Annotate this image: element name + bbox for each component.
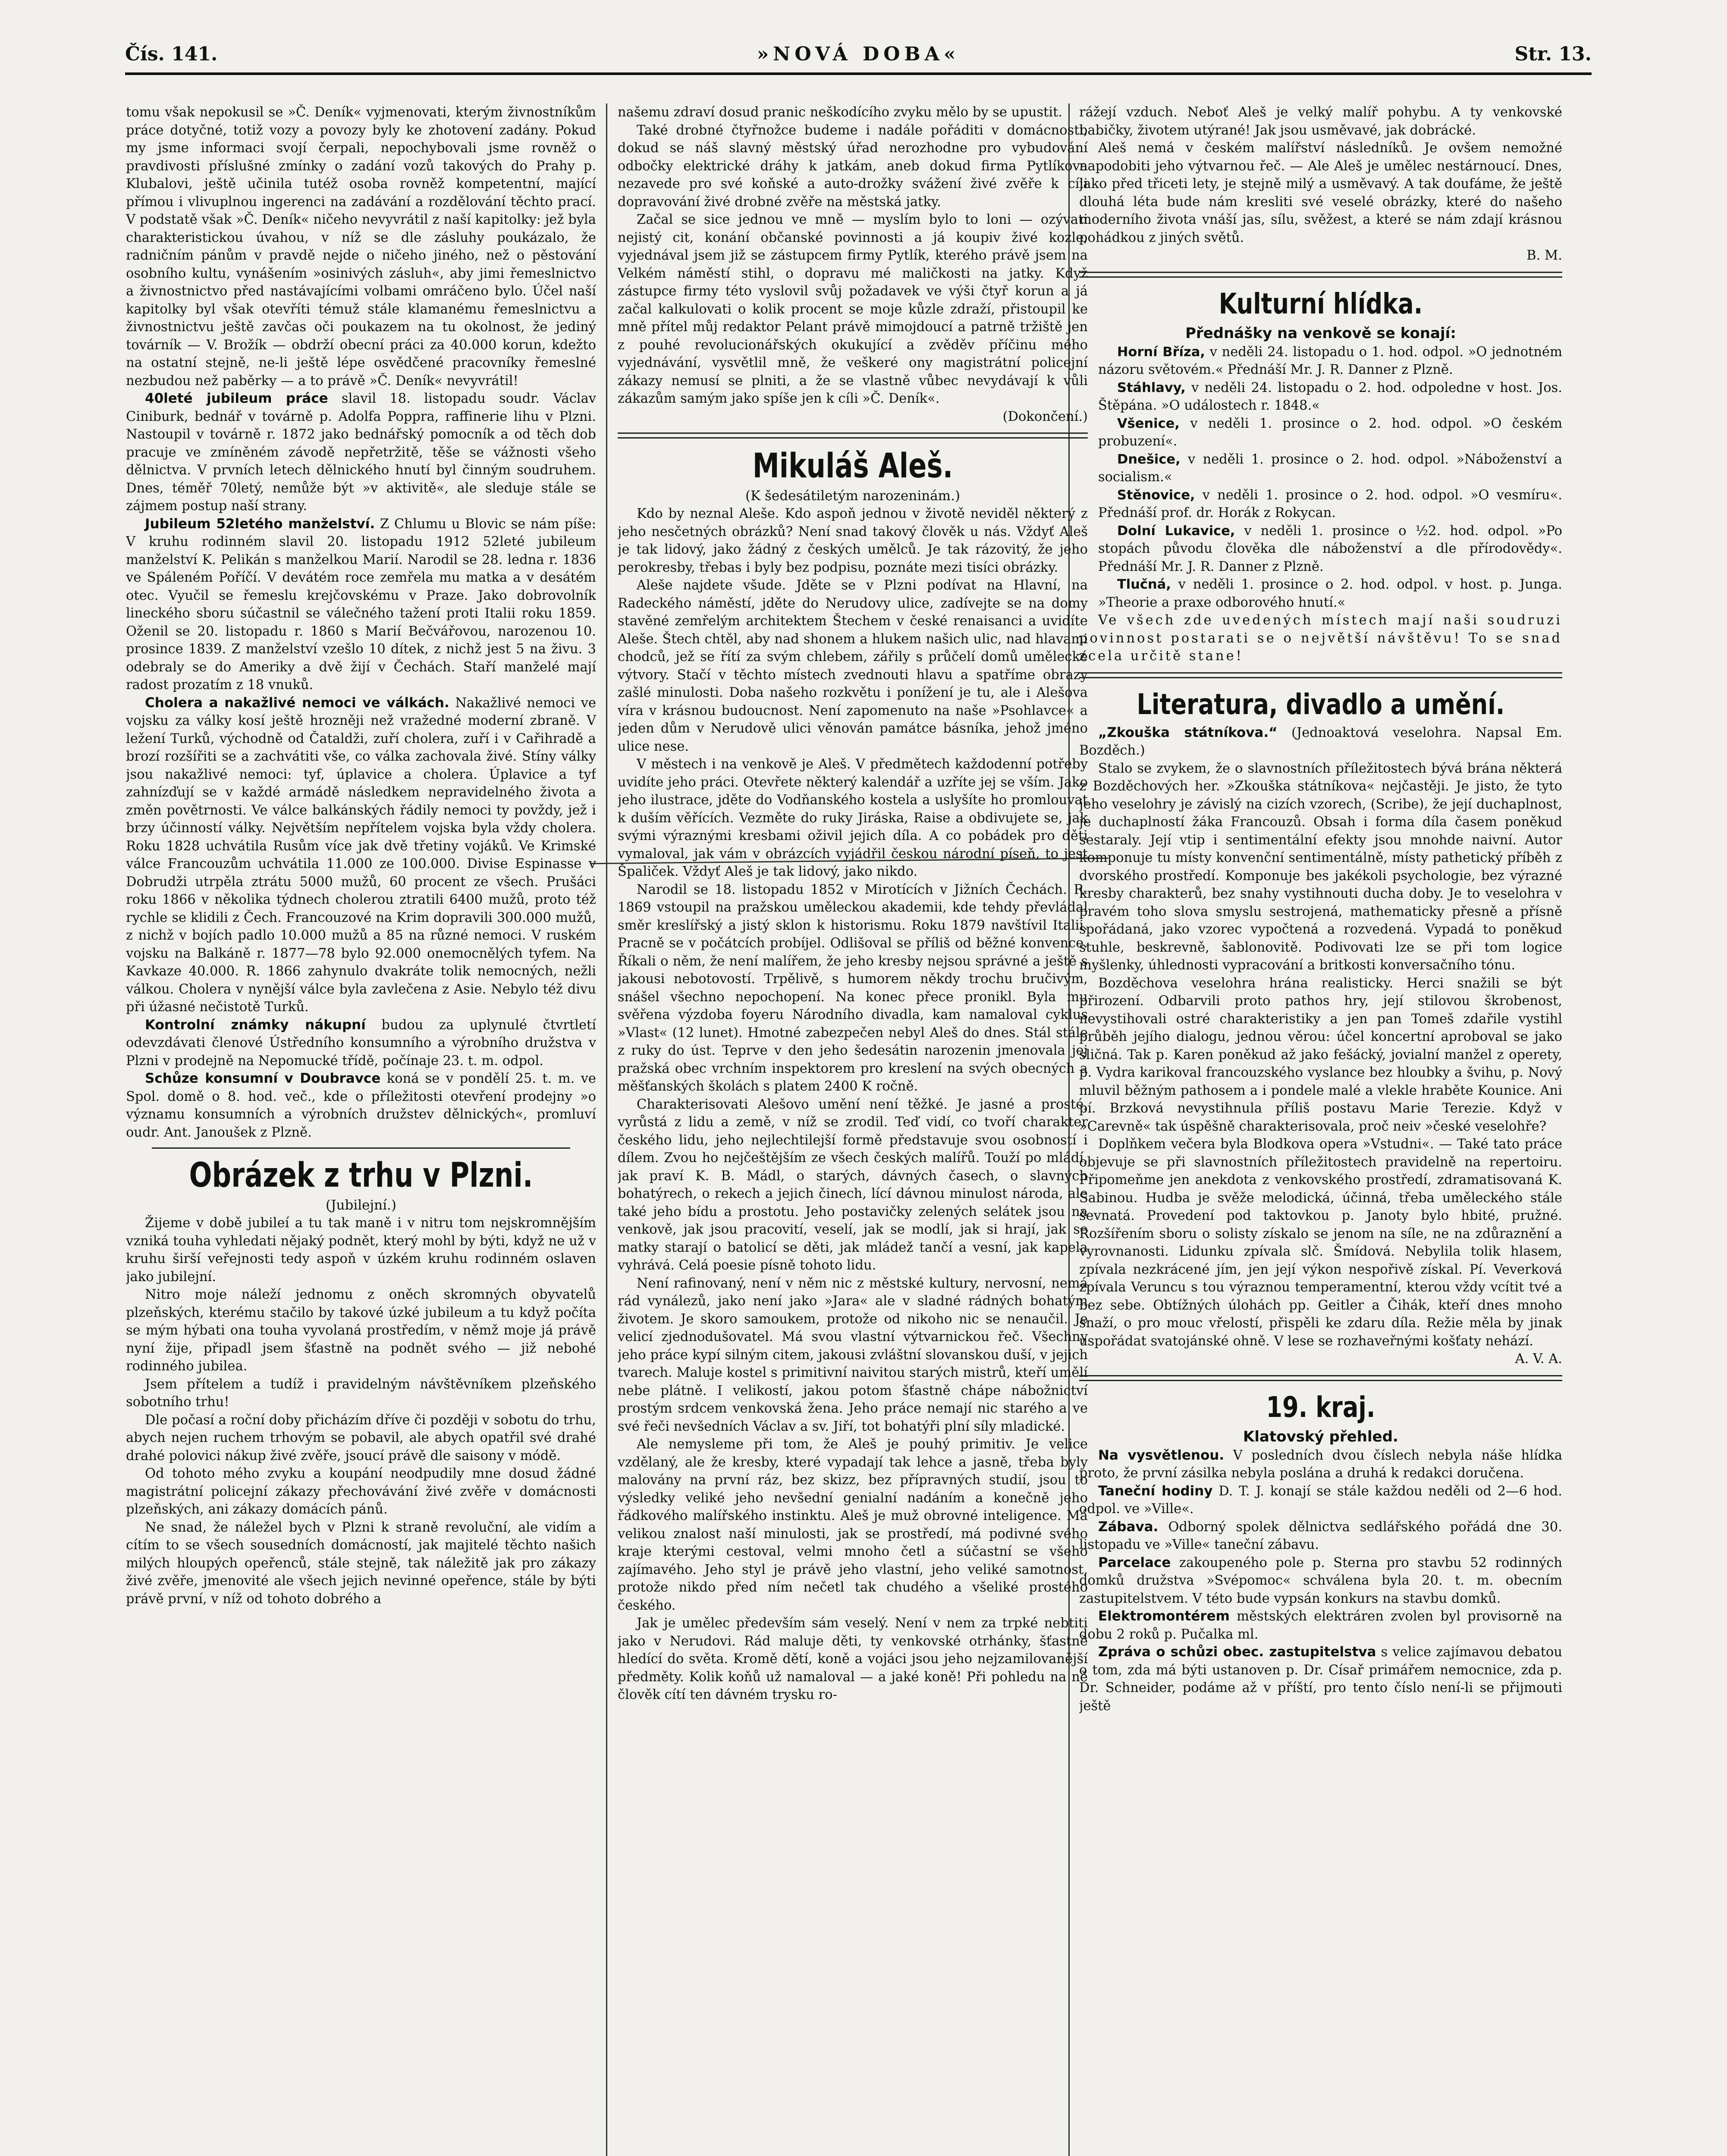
lecture-place: Stěnovice, (1117, 487, 1195, 503)
news-item (1079, 1608, 1562, 1643)
lecture-text: v neděli 1. prosince o 2. hod. odpol. »O vesmíru«. Přednáší prof. dr. Horák z Rokycan. (1098, 487, 1562, 520)
item-lead: Zpráva o schůzi obec. zastupitelstva (1098, 1644, 1376, 1660)
paragraph: Začal se sice jednou ve mně — myslím bylo to loni — ozývati nejistý cit, konání občanské povinnosti a já koupiv živé kozle, vyjednával jsem již se zástupcem firmy Pytlík, kterého právě jsem na Velkém náměstí stihl, o dopravu mé maličkosti na jatky. Když zástupce firmy této vyslovil svůj požadavek ve výši čtyř korun a já začal kalkulovati o kolik procent se moje kůzle zdraží, přistoupil ke mně přítel můj redaktor Pelant právě mimojdoucí a patrně tržiště jen z pouhé revolucionářských okukující a zvěděv příčinu mého vyjednávání, vysvětlil mně, že veškeré ony magistrátní policejní zákazy nemusí se plniti, a že se vlastně vůbec nevydávají k vůli zákazům samým jako spíše jen k cíli »Č. Deník«. (618, 212, 1088, 406)
lecture-place: Dnešice, (1117, 451, 1181, 467)
item-text: koná se v pondělí 25. t. m. ve Spol. domě o 8. hod. več., kde o příležitosti otevření prodejny »o významu konsumních a výrobních družstev dělnických«, promluví oudr. Ant. Janoušek z Plzně. (126, 1071, 596, 1140)
item-text: Nakažlivé nemoci ve vojsku za války kosí ještě hrozněji než vražedné moderní zbraně. V ležení Turků, východně od Čataldži, zuří cholera, zuří i v Cařihradě a brozí rozšířiti se a zachvátiti vše, co válka zachovala živé. Stíny války jsou nakažlivé nemoci: tyf, úplavice a cholera. Úplavice a tyf zahnízďují se v každé armádě následkem nepravidelného života a změn povětrnosti. Ve válce balkánských řádily nemoci ty povždy, jež i brzy účinností války. Největším nepřítelem vojska byla vždy cholera. Roku 1828 uchvátila Rusům více jak dvě třetiny vojáků. Ve Krimské válce Francouzům uchvátila 11.000 ze 100.000. Divise Espinasse v Dobrudži utrpěla ztrátu 5000 mužů, 60 procent ze všech. Prušáci roku 1866 v několika týdnech cholerou ztratili 6400 mužů, proto též rychle se klidili z Čech. Francouzové na Krim dopravili 300.000 mužů, z nichž v bojích padlo 10.000 mužů a 85 na různé nemoci. V ruském vojsku na Balkáně r. 1877—78 bylo 92.000 onemocnělých tyfem. Na Kavkaze 40.000. R. 1866 zahynulo dvakráte tolik nemocných, nežli válkou. Cholera v nynější válce byla zavlečena z Asie. Nebylo též divu při úžasné nečistotě Turků. (126, 695, 596, 1015)
author-signature: B. M. (1526, 248, 1562, 263)
item-text: zakoupeného pole p. Sterna pro stavbu 52 rodinných domků družstva »Svépomoc« schválena byla 20. t. m. obecním zastupitelstvem. V této bude vypsán konkurs na stavbu domků. (1079, 1555, 1562, 1606)
separator (1079, 272, 1562, 278)
lecture-list (1079, 343, 1562, 612)
lecture-place: Tlučná, (1117, 577, 1171, 592)
paragraph: Nitro moje náleží jednomu z oněch skromných obyvatelů plzeňských, kterému stačilo by takové úzké jubileum a tu když počíta se mým hýbati ona touha vyvolaná prostředím, v němž moje já právě nyní žije, připadl jsem šťastně na podnět svého — již nebohé rodinného jubilea. (126, 1287, 596, 1374)
column-3 (1079, 103, 1562, 2156)
paragraph: Bozděchova veselohra hrána realisticky. Herci snažili se být přirození. Odbarvili proto pathos hry, její stilovou škrobenost, nevystihovali ostré charakteristiky a jen pan Tomeš zdařile vystihl průběh jejího dialogu, jednou věrou: účel koncertní aproboval se jako sličná. Tak p. Karen poněkud až jako fešácký, jovialní manžel z operety, p. Vydra karikoval francouzského vyslance bez hloubky a švihu, p. Nový mluvil běžným pathosem a i pondele malé a vlekle hraběte Kounice. Ani pí. Brzková nevystihnula příliš postavu Marie Terezie. Když v »Carevně« tak úspěšně charakterisovala, proč neiv »české veselohře? (1079, 975, 1562, 1134)
header-rule (125, 72, 1592, 75)
paragraph: Doplňkem večera byla Blodkova opera »Vstudni«. — Také tato práce objevuje se při slavnostních příležitostech pravidelně na repertoiru. Připomeňme jen anekdota z venkovského prostředí, zdramatisovaná K. Sabinou. Hudba je svěže melodická, účinná, třeba uměleckého stále ševnatá. Provedení pod taktovkou p. Janoty bylo hbité, pružné. Rozšířením sboru o solisty získalo se jenom na síle, ne na zdůraznění a vyrovnanosti. Lidunku zpívala slč. Šmídová. Nebylila tolik hlasem, zpívala nezkrácené jím, jen její výkon nespořivě získal. Pí. Veverková zpívala Veruncu s tou výraznou temperamentní, kterou vždy vcítit tvé a bez sebe. Obtížných úlohách pp. Geitler a Čihák, kteří dnes mnoho snaží, o pro mouc vřelostí, přispěli ke zdaru díla. Režie měla by jinak uspořádat svatojánské ohně. V lese se rozhaveřnými košťaty nehází. (1079, 1137, 1562, 1349)
separator (152, 1147, 570, 1149)
item-lead: Cholera a nakažlivé nemoci ve válkách. (145, 695, 449, 711)
lecture-item (1079, 343, 1562, 379)
lecture-text: v neděli 1. prosince o ½2. hod. odpol. »Po stopách původu člověka dle náboženství a dle přírodovědy«. Přednáší Mr. J. R. Danner z Plzně. (1098, 523, 1562, 574)
paragraph: Ale nemysleme při tom, že Aleš je pouhý primitiv. Je velice vzdělaný, ale že kresby, které vypadají tak lehce a jasně, třeba byly malovány na první ráz, bez skizz, bez přípravných studií, jsou to výsledky veliké jeho nevšední genialní nadáním a konečně jeho řádkového malířského instinktu. Aleš je muž obrovné inteligence. Má velikou znalost naší minulosti, jak se prostředí, má podivné svého kraje kterými cestoval, velmi mnoho četl a súčastní se všeho zajímavého. Jeho styl je právě jeho vlastní, jeho veliké samotnost, protože nikdo před ním nečetl tak chudého a všeliké prostého českého. (618, 1437, 1088, 1613)
paragraph: tomu však nepokusil se »Č. Deník« vyjmenovati, kterým živnostníkům práce dotyčné, totiž vozy a povozy byly ke zhotovení zadány. Pokud my jsme informaci svojí čerpali, nepochybovali jsme rovněž o pravdivosti příslušné zmínky o zadání vozů takových do Prahy p. Klubalovi, ještě učinila tutéž osoba rovněž kompetentní, mající přímou i vlivuplnou ingerenci na zadávání a rozdělování těchto prací. V podstatě však »Č. Deník« ničeho nevyvrátil z naší kapitolky: jež byla charakteristickou úvahou, v níž se dle zásluhy poukázalo, že radničním pánům v pravdě nejde o ničeho jiného, než o pěstování osobního kultu, vynášením »osinivých zásluh«, aby jimi řemeslnictvo a živnostnictvo před nastávajícími volbami omráčeno bylo. Účel naší kapitolky byl však otevříti témuž stále klamanému řemeslnictvu a živnostnictvu ještě zavčas oči poukazem na tu okolnost, že jediný továrník — V. Brožík — obdrží obecní práci za 40.000 korun, kdežto na ostatní stejně, ne-li ještě lépe osvědčené pracovníky řemeslné nezbudou než paběrky — a to právě »Č. Deník« nevyvrátil! (126, 105, 596, 389)
paragraph: Aleše najdete všude. Jděte se v Plzni podívat na Hlavní, na Radeckého náměstí, jděte do Nerudovy ulice, zadívejte se na domy stavěné zemřelým architektem Štechem v české renaisanci a uvidíte Aleše. Štech chtěl, aby nad shonem a hlukem našich ulic, nad hlavami chodců, jež se řítí za svým chlebem, zářily s průčelí domů umělecké výtvory. Stačí v těchto místech zvednouti hlavu a spatříme obrazy zašlé minulosti. Doba našeho rozkvětu i ponížení je tu, ale i Alešova víra v krásnou budoucnost. Není zapomenuto na naše »Psohlavce« a jeden dům v Nerudově ulici věnován památce básníka, jehož jméno ulice nese. (618, 578, 1088, 754)
item-lead: Jubileum 52letého manželství. (145, 516, 375, 532)
paragraph: našemu zdraví dosud pranic neškodícího zvyku mělo by se upustit. (618, 105, 1063, 120)
lecture-text: v neděli 24. listopadu o 2. hod. odpoledne v host. Jos. Štěpána. »O událostech r. 1848.« (1098, 380, 1562, 413)
item-lead: Taneční hodiny (1098, 1483, 1213, 1499)
continuation-note: (Dokončení.) (1002, 409, 1088, 424)
item-text: D. T. J. konají se stále každou neděli od 2—6 hod. odpol. ve »Ville«. (1079, 1483, 1562, 1517)
lecture-item (1079, 415, 1562, 451)
paragraph: Ve všech zde uvedených místech mají naši soudruzi povinnost postarati se o největší návštěvu! To se snad zcela určitě stane! (1079, 613, 1562, 664)
masthead (125, 43, 1592, 73)
lecture-place: Všenice, (1117, 416, 1180, 431)
separator (618, 432, 1088, 439)
column-1 (126, 103, 596, 2156)
news-item (1079, 1554, 1562, 1608)
issue-number: Čís. 141. (125, 43, 218, 65)
paragraph: Od tohoto mého zvyku a koupání neodpudily mne dosud žádné magistrátní policejní zákazy přechovávání živé zvěře v domácnosti plzeňských, ani zákazy domácích pánů. (126, 1466, 596, 1517)
lecture-item (1079, 486, 1562, 522)
item-text: s velice zajímavou debatou o tom, zda má býti ustanoven p. Dr. Císař primářem nemocnice, zda p. Dr. Schneider, podáme až v příští, pro tento číslo není-li se přijmouti ještě (1079, 1645, 1562, 1714)
item-lead: „Zkouška státníkova.“ (1098, 724, 1278, 740)
item-lead: Kontrolní známky nákupní (145, 1017, 366, 1033)
article-subtitle: (Jubilejní.) (326, 1197, 396, 1213)
paragraph: Dle počasí a roční doby přicházím dříve či později v sobotu do trhu, abych nejen ruchem trhovým se pobavil, ale abych opatřil své drahé drahé polovici nákup živé zvěře, jsoucí právě dle saisony v módě. (126, 1412, 596, 1463)
item-text: V posledních dvou číslech nebyla náše hlídka proto, že první zásilka nebyla poslána a druhá k redakci doručena. (1079, 1448, 1562, 1481)
separator (1079, 672, 1562, 678)
item-text: městských elektráren zvolen byl provisorně na dobu 2 roků p. Pučalka ml. (1079, 1609, 1562, 1642)
news-item (126, 1016, 596, 1070)
separator (1079, 1375, 1562, 1381)
paragraph: Žijeme v době jubileí a tu tak maně i v nitru tom nejskromnějším vzniká touha vyhledati nějaký podnět, který mohl by býti, když ne už v kruhu širší veřejnosti tedy aspoň v úzkém kruhu rodinném oslaven jako jubilejní. (126, 1216, 596, 1285)
author-signature: A. V. A. (1515, 1351, 1562, 1366)
article-subtitle: (K šedesátiletým narozeninám.) (745, 488, 961, 504)
item-lead: Na vysvětlenou. (1098, 1447, 1225, 1463)
article-title: Obrázek z trhu v Plzni. (189, 1156, 533, 1195)
news-item (126, 1070, 596, 1141)
item-text: slavil 18. listopadu soudr. Václav Ciniburk, bednář v továrně p. Adolfa Poppra, raffinerie lihu v Plzni. Nastoupil v továrně r. 1872 jako bednářský pomocník a od těch dob pracuje ve zmíněném závodě nepřetržitě, těše se vážnosti všeho dělnictva. V prvních letech dělnického hnutí byl činným soudruhem. Dnes, téměř 70letý, nemůže být »v aktivitě«, ale sleduje stále se zájmem postup naší strany. (126, 391, 596, 514)
paragraph: Není rafinovaný, není v něm nic z městské kultury, nervosní, nemá rád vynálezů, jako není jako »Jara« ale v sladné rádných bohatým životem. Je skoro samoukem, protože od nikoho nic se nenaučil. Je velicí zjednodušovatel. Má svou vlastní výtvarnickou řeč. Všechny jeho práce kypí silným citem, jakousi zvláštní slovanskou duší, v jejich tvarech. Maluje kostel s primitivní naivitou starých mistrů, kteří umělí nebe plátně. I velikostí, jakou potom šťastně chápe nábožnictví prostým srdcem venkovská žena. Jeho práce nemají nic starého a ve své řeči nevšedních Václav a sv. Jiří, tot bohatýři plní síly mladické. (618, 1275, 1088, 1434)
paragraph: Také drobné čtyřnožce budeme i nadále pořáditi v domácnosti, dokud se náš slavný městský úřad nerozhodne pro vybudování odbočky elektrické dráhy k jatkám, aneb dokud firma Pytlíkova nezavede pro své koňské a auto-drožky svážení živé zvěře k cíli dopravování živé drobné zvěře na městská jatky. (618, 122, 1088, 210)
item-text: (Jednoaktová veselohra. Napsal Em. Bozděch.) (1079, 725, 1562, 758)
news-item (126, 515, 596, 694)
item-lead: Zábava. (1098, 1519, 1159, 1535)
lecture-place: Stáhlavy, (1117, 380, 1186, 395)
paragraph: Kdo by neznal Aleše. Kdo aspoň jednou v životě neviděl některý z jeho nesčetných obrázků? Není snad takový člověk u nás. Vždyť Aleš je tak lidový, jako žádný z českých umělců. Je tak rázovitý, že jeho perokresby, třebas i byly bez podpisu, poznáte mezi tisíci obrázky. (618, 506, 1088, 575)
page-number: Str. 13. (1514, 43, 1592, 65)
item-lead: Parcelace (1098, 1554, 1171, 1570)
lecture-text: v neděli 24. listopadu o 1. hod. odpol. »O jednotném názoru světovém.« Přednáší Mr. J. R. Danner z Plzně. (1098, 344, 1562, 377)
paragraph: Charakterisovati Alešovo umění není těžké. Je jasné a prosté, vyrůstá z lidu a země, v níž se zrodil. Teď vidí, co tvoří charakter českého lidu, jeho nejlechtilejší formě představuje svou osobností i dílem. Zvou ho nejčeštějším ze všech českých malířů. Touží po mládí, jak praví K. B. Mádl, o starých, dávných časech, o slavných bohatýrech, o rekech a jejich činech, lící dávnou minulost národa, ale také jeho bídu a prostotu. Jeho postavičky zelených selátek jsou na venkově, jak jsou pracovití, veselí, jak se modlí, jak si hrají, jak se matky starají o batolicí se děti, jak mládež tančí a vesní, jak kapela vyhrává. Celá poesie písně tohoto lidu. (618, 1097, 1088, 1273)
paragraph: Aleš nemá v českém malířství následníků. Je ovšem nemožné napodobiti jeho výtvarnou řeč. — Ale Aleš je umělec nestárnoucí. Dnes, jako před třiceti lety, je stejně milý a usměvavý. A tak doufáme, že ještě dlouhá léta bude nám kresliti své veselé obrázky, které do našeho moderního života vnáší jas, sílu, svěžest, a které se nám zdají krásnou pohádkou z jiných světů. (1079, 141, 1562, 245)
news-item (126, 694, 596, 1016)
paragraph: Jak je umělec především sám veselý. Není v nem za trpké nebtiti jako v Nerudovi. Rád maluje děti, ty venkovské otrhánky, šťastně hledící do světa. Kromě dětí, koně a vojáci jsou jeho nejzamilovanější předměty. Kolik koňů už namaloval — a jaké koně! Při pohledu na ně člověk cítí ten dávném trysku ro- (618, 1616, 1088, 1702)
newspaper-title: »NOVÁ DOBA« (757, 43, 960, 65)
column-2 (618, 103, 1088, 2156)
item-lead: Schůze konsumní v Doubravce (145, 1071, 381, 1086)
article-title: Mikuláš Aleš. (752, 447, 953, 486)
section-subtitle: Přednášky na venkově se konají: (1185, 324, 1456, 342)
section-title: Literatura, divadlo a umění. (1137, 687, 1505, 721)
section-subtitle: Klatovský přehled. (1243, 1428, 1398, 1445)
section-title: Kulturní hlídka. (1218, 287, 1423, 320)
news-item (1079, 1518, 1562, 1554)
news-item (1079, 1643, 1562, 1715)
lecture-text: v neděli 1. prosince o 2. hod. odpol. v host. p. Junga. »Theorie a praxe odborového hnutí.« (1098, 577, 1562, 610)
item-lead: Elektromontérem (1098, 1608, 1230, 1624)
item-text: budou za uplynulé čtvrtletí odevzdávati členové Ústředního konsumního a výrobního družstva v Plzni v prodejně na Nepomucké třídě, počínaje 23. t. m. odpol. (126, 1017, 596, 1069)
column-rule (606, 103, 607, 2156)
item-text: Odborný spolek dělnictva sedlářského pořádá dne 30. listopadu ve »Ville« taneční zábavu. (1079, 1519, 1562, 1552)
news-item (1079, 1482, 1562, 1518)
paragraph: Narodil se 18. listopadu 1852 v Mirotících v Jižních Čechách. R. 1869 vstoupil na pražskou uměleckou akademii, kde tehdy převládal směr kreslířský a jistý sklon k historismu. Roku 1879 navštívil Italii. Pracně se v počátcích probíjel. Odlišoval se příliš od běžné konvence. Říkali o něm, že není malířem, že jeho kresby nejsou správné a ještě s jakousi nebotovostí. Trpělivě, s humorem někdy trochu bručivým, snášel všechno nepochopení. Na konec přece pronikl. Byla mu svěřena výzdoba foyeru Národního divadla, kam namaloval cyklus »Vlast« (12 lunet). Hmotné zabezpečen nebyl Aleš do dnes. Stál stále z ruky do úst. Teprve v den jeho šedesátin narozenin jmenovala jej pražská obec vrchním inspektorem pro kreslení na svých obecných a měšťanských školách s platem 2400 K ročně. (618, 882, 1088, 1094)
news-item (126, 390, 596, 515)
paragraph: V městech i na venkově je Aleš. V předmětech každodenní potřeby uvidíte jeho práci. Otevřete některý kalendář a uzříte jej se vším. Jako jeho ilustrace, jděte do Vodňanského kostela a uslyšíte ho promlouvat k duším věřících. Vezměte do ruky Jiráska, Raise a obdivujete se, jak svými výraznými kresbami oživil jejich díla. A co pobádek pro děti vymaloval, jak vám v obrázcích vyjádřil českou národní píseň, to jest Špaliček. Vždyť Aleš je tak lidový, jako nikdo. (618, 757, 1088, 879)
paragraph: Jsem přítelem a tudíž i pravidelným návštěvníkem plzeňského sobotního trhu! (126, 1376, 596, 1410)
lecture-item (1079, 451, 1562, 486)
paragraph: Ne snad, že náležel bych v Plzni k straně revoluční, ale vidím a cítím to se všech sousedních domácností, jak majitelé těchto našich milých hloupých opeřenců, stále stejně, tak náležitě jak pro zákazy živé zvěře, jmenovité ale všech jejich nevinné opeřence, stále by býti právě první, v níž od tohoto dobrého a (126, 1520, 596, 1607)
lecture-place: Horní Bříza, (1117, 344, 1206, 360)
lecture-item (1079, 522, 1562, 576)
lecture-place: Dolní Lukavice, (1117, 523, 1235, 539)
lecture-item (1079, 379, 1562, 415)
lecture-item (1079, 576, 1562, 611)
paragraph: Stalo se zvykem, že o slavnostních příležitostech bývá brána některá z Bozděchových her. »Zkouška státníkova« nejčastěji. Je jisto, že tyto jeho veselohry je závislý na cizích vzorech, (Scribe), že její duchaplnost, je duchaplností žáka Francouzů. Obsah i forma díla časem poněkud sestaraly. Její vtip i sentimentální efekty jsou mnohde naivní. Autor komponuje tu místy konvenční sentimentálně, místy pathetický příběh z dvorského prostředí. Komponuje bes jakékoli psychologie, bez výrazné kresby charakterů, bez snahy vystihnouti ducha doby. Je to veselohra v pravém toho slova smyslu sestrojená, mathematicky přesně a přísně spořádaná, jako vzorec vypočtená a rozvedená. Vypadá to poněkud stuhle, beskrevně, šablonovitě. Podivovati lze se při tom logice myšlenky, úhlednosti vypracování a britkosti konversačního tónu. (1079, 761, 1562, 973)
lecture-text: v neděli 1. prosince o 2. hod. odpol. »O českém probuzení«. (1098, 416, 1562, 449)
news-item (1079, 724, 1562, 760)
lecture-text: v neděli 1. prosince o 2. hod. odpol. »Náboženství a socialism.« (1098, 451, 1562, 485)
section-title: 19. kraj. (1266, 1390, 1375, 1424)
news-item (1079, 1447, 1562, 1482)
item-lead: 40leté jubileum práce (145, 391, 328, 406)
paragraph: rážejí vzduch. Neboť Aleš je velký malíř pohybu. A ty venkovské babičky, životem utýrané! Jak jsou usměvavé, jak dobrácké. (1079, 105, 1562, 138)
item-text: Z Chlumu u Blovic se nám píše: V kruhu rodinném slavil 20. listopadu 1912 52leté jubileum manželství K. Pelikán s manželkou Marií. Narodil se 28. ledna r. 1836 ve Spáleném Poříčí. V devátém roce zemřela mu matka a v desátém otec. Vyučil se řemeslu krejčovskému v Praze. Jako dobrovolník lineckého sboru súčastnil se válečného tažení proti Italii roku 1859. Oženil se 20. listopadu r. 1860 s Marií Bečvářovou, narozenou 10. prosince 1839. Z manželství vzešlo 10 dítek, z nichž jest 5 na živu. 3 odebraly se do Ameriky a dvě žijí v Čechách. Staří manželé mají radost prozatím z 18 vnuků. (126, 516, 596, 693)
